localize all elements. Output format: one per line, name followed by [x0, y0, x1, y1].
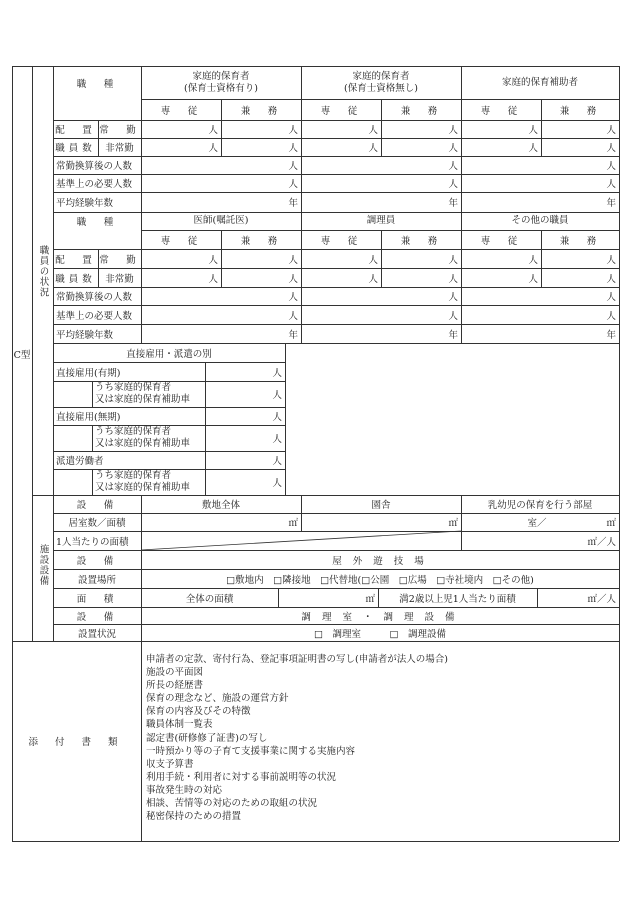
fte-count-label: 常勤換算後の人数: [56, 292, 133, 303]
person-unit: 人: [288, 292, 298, 303]
equipment-label: 設 備: [76, 500, 118, 511]
attachment-item: 相談、苦情等の対応のための取組の状況: [146, 798, 318, 810]
text-line: 調理員: [366, 215, 396, 226]
job-type-label: 職 種: [76, 217, 118, 228]
year-unit: 年: [606, 198, 616, 209]
employment-row-label: 派遣労働者: [56, 456, 104, 467]
kitchen-title: 調 理 室 ・ 調 理 設 備: [301, 611, 459, 623]
over2-area-label: 満2歳以上児1人当たり面積: [399, 593, 516, 605]
text-line: 又は家庭的保育補助車: [95, 438, 191, 449]
person-unit: 人: [272, 367, 282, 379]
full-time-header: 専 従: [160, 235, 202, 247]
employment-type-title: 直接雇用・派遣の別: [126, 348, 212, 360]
person-unit: 人: [528, 273, 538, 285]
employment-subrow-label: [92, 381, 205, 407]
attachment-item: 保育の理念など、施設の運営方針: [146, 693, 289, 705]
facility-label: 施設設備: [37, 544, 49, 586]
text-line: うち家庭的保育者: [95, 470, 172, 481]
job-header: [141, 212, 301, 230]
person-unit: 人: [528, 143, 538, 154]
person-unit: 人: [528, 125, 538, 136]
part-time-label: 非常勤: [105, 273, 134, 285]
placement-label: 配 置: [55, 125, 96, 136]
person-unit: 人: [606, 179, 616, 190]
person-unit: 人: [448, 161, 458, 172]
person-unit: 人: [448, 273, 458, 285]
full-time-header: 専 従: [320, 105, 362, 117]
part-time-header: 兼 務: [400, 105, 442, 117]
location-label: 設置場所: [77, 574, 116, 586]
person-unit: 人: [606, 125, 616, 136]
text-line: うち家庭的保育者: [95, 382, 172, 393]
c-type-label: C型: [13, 349, 31, 361]
avg-experience-label: 平均経験年数: [56, 329, 114, 341]
location-options: □敷地内 □隣接地 □代替地(□公園 □広場 □寺社境内 □その他): [226, 574, 534, 586]
job-type-label: 職 種: [76, 78, 118, 90]
part-time-header: 兼 務: [559, 105, 601, 117]
job-header: [301, 212, 461, 230]
avg-experience-label: 平均経験年数: [56, 198, 114, 209]
person-unit: 人: [288, 179, 298, 190]
sqm-unit: ㎡: [448, 518, 458, 529]
kitchen-options: □ 調理室 □ 調理設備: [314, 628, 446, 640]
text-line: 家庭的保育者: [192, 70, 250, 82]
part-time-header: 兼 務: [559, 235, 601, 247]
attachment-item: 収支予算書: [146, 758, 194, 770]
full-time-label: 常 勤: [99, 254, 140, 266]
person-unit: 人: [448, 143, 458, 154]
total-area-label: 全体の面積: [185, 593, 234, 605]
person-unit: 人: [448, 292, 458, 303]
part-time-header: 兼 務: [400, 235, 442, 247]
person-unit: 人: [288, 273, 298, 285]
attachment-item: 事故発生時の対応: [146, 784, 223, 796]
full-time-header: 専 従: [480, 105, 522, 117]
sqm-unit: ㎡: [288, 518, 298, 529]
attachment-item: 一時預かり等の子育て支援事業に関する実施内容: [146, 745, 356, 757]
per-person-area-label: 1人当たりの面積: [56, 536, 129, 548]
person-unit: 人: [208, 273, 218, 285]
person-unit: 人: [606, 292, 616, 303]
person-unit: 人: [448, 125, 458, 136]
job-header: [461, 66, 619, 99]
person-unit: 人: [272, 412, 282, 423]
year-unit: 年: [448, 329, 458, 341]
person-unit: 人: [288, 143, 298, 154]
job-header: [141, 66, 301, 99]
attachment-item: 秘密保持のための措置: [146, 811, 242, 823]
attachment-item: 職員体制一覧表: [146, 719, 213, 731]
attachment-item: 保育の内容及びその特徴: [146, 706, 251, 718]
table-rule: [285, 343, 286, 495]
full-time-header: 専 従: [480, 235, 522, 247]
table-rule: [141, 641, 142, 841]
year-unit: 年: [606, 329, 616, 341]
person-unit: 人: [606, 254, 616, 266]
year-unit: 年: [288, 198, 298, 209]
employment-row-label: 直接雇用(無期): [56, 412, 121, 423]
table-rule: [12, 841, 619, 842]
room-area-cell: [461, 513, 619, 531]
staff-count-label: 職員数: [55, 143, 96, 154]
text-line: 家庭的保育補助者: [501, 76, 578, 88]
year-unit: 年: [448, 198, 458, 209]
person-unit: 人: [606, 273, 616, 285]
person-unit: 人: [448, 254, 458, 266]
person-unit: 人: [368, 254, 378, 266]
person-unit: 人: [208, 125, 218, 136]
required-count-label: 基準上の必要人数: [56, 310, 133, 322]
text-line: 又は家庭的保育補助車: [95, 482, 191, 493]
person-unit: 人: [288, 310, 298, 322]
full-time-header: 専 従: [320, 235, 362, 247]
table-rule: [619, 66, 620, 841]
attachment-item: 利用手続・利用者に対する事前説明等の状況: [146, 771, 337, 783]
person-unit: 人: [288, 125, 298, 136]
staff-status-label: 職員の状況: [37, 244, 49, 298]
part-time-header: 兼 務: [240, 105, 282, 117]
person-unit: 人: [528, 254, 538, 266]
person-unit: 人: [368, 125, 378, 136]
person-unit: 人: [208, 143, 218, 154]
sqm-per-person-unit: ㎡／人: [587, 593, 616, 605]
year-unit: 年: [288, 329, 298, 341]
person-unit: 人: [368, 143, 378, 154]
person-unit: 人: [272, 434, 282, 445]
person-unit: 人: [448, 179, 458, 190]
person-unit: 人: [272, 390, 282, 401]
text-line: 又は家庭的保育補助車: [95, 394, 191, 405]
attachment-item: 所長の経歴書: [146, 680, 204, 692]
diagonal-strike: [141, 531, 461, 550]
staff-count-label: 職員数: [55, 273, 96, 285]
site-header: 敷地全体: [201, 500, 240, 511]
building-header: 園舎: [371, 500, 391, 511]
person-unit: 人: [606, 161, 616, 172]
text-line: (保育士資格有り): [184, 82, 258, 94]
fte-count-label: 常勤換算後の人数: [56, 161, 133, 172]
attachment-item: 申請者の定款、寄付行為、登記事項証明書の写し(申請者が法人の場合): [146, 654, 448, 665]
text-line: (保育士資格無し): [344, 82, 418, 94]
person-unit: 人: [288, 161, 298, 172]
text-line: うち家庭的保育者: [95, 426, 172, 437]
full-time-label: 常 勤: [99, 125, 140, 136]
installation-status-label: 設置状況: [77, 628, 116, 640]
area-label: 面 積: [76, 593, 118, 605]
rooms-area-label: 居室数／面積: [68, 518, 126, 529]
required-count-label: 基準上の必要人数: [56, 179, 133, 190]
person-unit: 人: [288, 254, 298, 266]
person-unit: 人: [272, 456, 282, 467]
job-header: [461, 212, 619, 230]
person-unit: 人: [208, 254, 218, 266]
employment-subrow-label: [92, 469, 205, 495]
equipment-label: 設 備: [76, 611, 118, 623]
outdoor-playground-title: 屋 外 遊 技 場: [332, 555, 428, 567]
sqm-per-person-unit: ㎡／人: [587, 536, 616, 548]
part-time-header: 兼 務: [240, 235, 282, 247]
attachments-label: 添 付 書 類: [28, 737, 125, 748]
attachment-item: 認定書(研修修了証書)の写し: [146, 732, 268, 744]
person-unit: 人: [606, 310, 616, 322]
employment-row-label: 直接雇用(有期): [56, 367, 121, 379]
attachment-item: 施設の平面図: [146, 667, 204, 679]
person-unit: 人: [368, 273, 378, 285]
sqm-unit: ㎡: [606, 518, 616, 529]
attachments-list: [146, 653, 448, 823]
text-line: 医師(嘱託医): [193, 215, 249, 226]
person-unit: 人: [272, 478, 282, 489]
text-line: その他の職員: [511, 215, 569, 226]
text-line: 家庭的保育者: [352, 70, 410, 82]
part-time-label: 非常勤: [105, 143, 134, 154]
employment-subrow-label: [92, 425, 205, 451]
full-time-header: 専 従: [160, 105, 202, 117]
room-unit: 室／: [527, 518, 547, 529]
person-unit: 人: [448, 310, 458, 322]
sqm-unit: ㎡: [365, 593, 375, 605]
job-header: [301, 66, 461, 99]
person-unit: 人: [606, 143, 616, 154]
equipment-label: 設 備: [76, 555, 118, 567]
nursery-room-header: 乳幼児の保育を行う部屋: [487, 500, 593, 511]
placement-label: 配 置: [55, 254, 96, 266]
